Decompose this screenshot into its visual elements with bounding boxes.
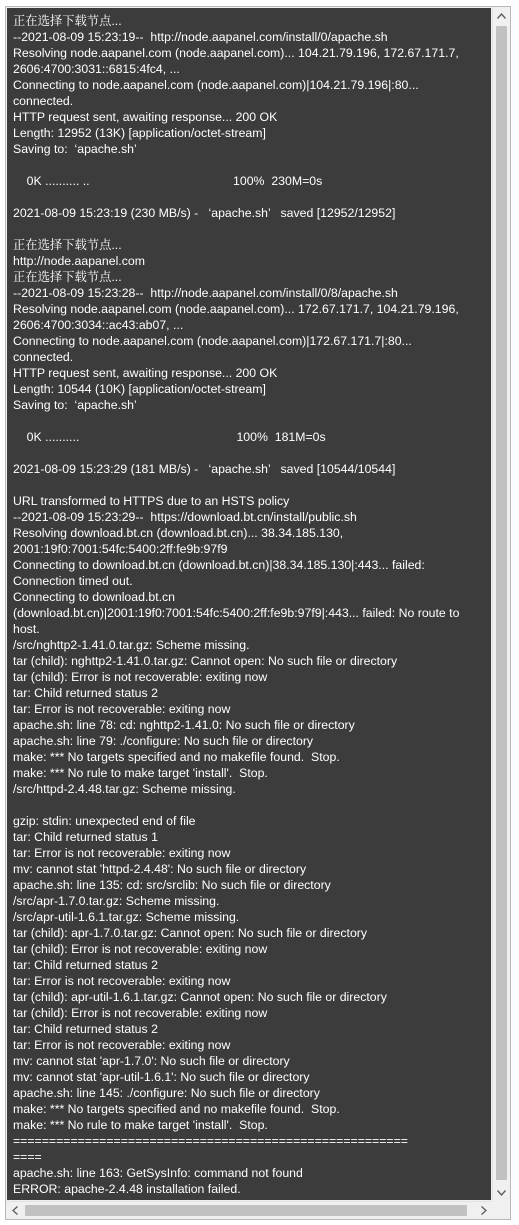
terminal-line [13, 445, 491, 461]
terminal-line: apache.sh: line 78: cd: nghttp2-1.41.0: No such file or directory [13, 718, 355, 732]
terminal-line: URL transformed to HTTPS due to an HSTS policy [13, 494, 290, 508]
terminal-line: 2606:4700:3031::6815:4fc4, ... [13, 62, 180, 76]
terminal-line: Connecting to node.aapanel.com (node.aapanel.com)|172.67.171.7|:80... [13, 334, 412, 348]
terminal-line: make: *** No rule to make target 'install'. Stop. [13, 766, 268, 780]
terminal-line: /src/nghttp2-1.41.0.tar.gz: Scheme missing. [13, 638, 250, 652]
vertical-scrollbar[interactable] [492, 7, 510, 1201]
install-log-window [5, 6, 511, 1220]
terminal-line: Length: 10544 (10K) [application/octet-stream] [13, 382, 266, 396]
scroll-right-arrow-icon[interactable] [475, 1202, 492, 1219]
terminal-line: tar: Child returned status 1 [13, 830, 158, 844]
terminal-line: 0K .......... .. 100% 230M=0s [13, 174, 323, 188]
terminal-line: Connecting to download.bt.cn (download.bt.cn)|38.34.185.130|:443... failed: [13, 558, 425, 572]
terminal-line: HTTP request sent, awaiting response... 200 OK [13, 110, 278, 124]
terminal-line: Connection timed out. [13, 574, 133, 588]
terminal-line: --2021-08-09 15:23:29-- https://download.bt.cn/install/public.sh [13, 510, 357, 524]
terminal-line: ERROR: apache-2.4.48 installation failed. [13, 1182, 241, 1196]
terminal-line: 2001:19f0:7001:54fc:5400:2ff:fe9b:97f9 [13, 542, 228, 556]
terminal-line: tar (child): Error is not recoverable: exiting now [13, 942, 268, 956]
terminal-line: tar (child): Error is not recoverable: exiting now [13, 670, 268, 684]
terminal-line: Connecting to download.bt.cn [13, 590, 176, 604]
terminal-line [13, 797, 491, 813]
terminal-line: /src/apr-1.7.0.tar.gz: Scheme missing. [13, 894, 220, 908]
horizontal-scroll-thumb[interactable] [25, 1205, 467, 1216]
terminal-line: tar: Error is not recoverable: exiting now [13, 702, 231, 716]
terminal-line: Saving to: ‘apache.sh’ [13, 142, 137, 156]
horizontal-scrollbar[interactable] [6, 1201, 492, 1219]
terminal-line: 正在选择下载节点... [13, 238, 122, 252]
terminal-line: Resolving download.bt.cn (download.bt.cn)... 38.34.185.130, [13, 526, 344, 540]
terminal-line: http://node.aapanel.com [13, 254, 145, 268]
terminal-line: /src/apr-util-1.6.1.tar.gz: Scheme missing. [13, 910, 240, 924]
terminal-line: mv: cannot stat 'apr-1.7.0': No such file or directory [13, 1054, 290, 1068]
terminal-line: make: *** No targets specified and no makefile found. Stop. [13, 750, 340, 764]
terminal-line: tar (child): Error is not recoverable: exiting now [13, 1006, 268, 1020]
terminal-line: tar: Child returned status 2 [13, 958, 158, 972]
terminal-line: mv: cannot stat 'apr-util-1.6.1': No such file or directory [13, 1070, 310, 1084]
terminal-line: 0K .......... 100% 181M=0s [13, 430, 326, 444]
terminal-line: 正在选择下载节点... [13, 270, 122, 284]
vertical-scroll-thumb[interactable] [496, 26, 507, 1180]
terminal-line: 2606:4700:3034::ac43:ab07, ... [13, 318, 184, 332]
terminal-line: apache.sh: line 145: ./configure: No such file or directory [13, 1086, 320, 1100]
terminal-line: connected. [13, 350, 74, 364]
terminal-line: 2021-08-09 15:23:29 (181 MB/s) - ‘apache.sh’ saved [10544/10544] [13, 462, 396, 476]
terminal-line: make: *** No rule to make target 'install'. Stop. [13, 1118, 268, 1132]
scroll-left-arrow-icon[interactable] [6, 1202, 23, 1219]
terminal-line: Resolving node.aapanel.com (node.aapanel.com)... 172.67.171.7, 104.21.79.196, [13, 302, 459, 316]
terminal-line: host. [13, 622, 40, 636]
terminal-line: gzip: stdin: unexpected end of file [13, 814, 196, 828]
terminal-line: make: *** No targets specified and no makefile found. Stop. [13, 1102, 340, 1116]
terminal-line: Resolving node.aapanel.com (node.aapanel.com)... 104.21.79.196, 172.67.171.7, [13, 46, 459, 60]
terminal-line: Connecting to node.aapanel.com (node.aapanel.com)|104.21.79.196|:80... [13, 78, 419, 92]
terminal-line: connected. [13, 94, 74, 108]
terminal-line [13, 477, 491, 493]
terminal-line: --2021-08-09 15:23:28-- http://node.aapanel.com/install/0/8/apache.sh [13, 286, 398, 300]
terminal-line: --2021-08-09 15:23:19-- http://node.aapanel.com/install/0/apache.sh [13, 30, 388, 44]
terminal-line: apache.sh: line 163: GetSysInfo: command not found [13, 1166, 303, 1180]
terminal-line: 2021-08-09 15:23:19 (230 MB/s) - ‘apache.sh’ saved [12952/12952] [13, 206, 396, 220]
terminal-line: tar: Child returned status 2 [13, 1022, 158, 1036]
terminal-line: (download.bt.cn)|2001:19f0:7001:54fc:5400:2ff:fe9b:97f9|:443... failed: No route to [13, 606, 460, 620]
scroll-up-arrow-icon[interactable] [493, 7, 510, 24]
terminal-line: tar: Error is not recoverable: exiting now [13, 974, 231, 988]
terminal-line: tar (child): apr-util-1.6.1.tar.gz: Cannot open: No such file or directory [13, 990, 387, 1004]
terminal-line [13, 413, 491, 429]
scroll-down-arrow-icon[interactable] [493, 1184, 510, 1201]
scrollbar-corner [492, 1201, 510, 1219]
terminal-line: 正在选择下载节点... [13, 14, 122, 28]
terminal-output[interactable] [7, 8, 491, 1200]
terminal-line [13, 157, 491, 173]
terminal-line [13, 189, 491, 205]
terminal-line: ======================================================= [13, 1134, 408, 1148]
terminal-line [13, 221, 491, 237]
terminal-line: Length: 12952 (13K) [application/octet-stream] [13, 126, 266, 140]
terminal-line: tar: Error is not recoverable: exiting now [13, 846, 231, 860]
terminal-line: ==== [13, 1150, 42, 1164]
terminal-line: tar: Error is not recoverable: exiting now [13, 1038, 231, 1052]
terminal-line: apache.sh: line 79: ./configure: No such file or directory [13, 734, 314, 748]
terminal-line: tar: Child returned status 2 [13, 686, 158, 700]
terminal-line: tar (child): apr-1.7.0.tar.gz: Cannot open: No such file or directory [13, 926, 368, 940]
terminal-line: /src/httpd-2.4.48.tar.gz: Scheme missing. [13, 782, 236, 796]
terminal-line: tar (child): nghttp2-1.41.0.tar.gz: Cannot open: No such file or directory [13, 654, 398, 668]
terminal-line: apache.sh: line 135: cd: src/srclib: No such file or directory [13, 878, 331, 892]
terminal-line: Saving to: ‘apache.sh’ [13, 398, 137, 412]
terminal-line: mv: cannot stat 'httpd-2.4.48': No such file or directory [13, 862, 307, 876]
terminal-line: HTTP request sent, awaiting response... 200 OK [13, 366, 278, 380]
